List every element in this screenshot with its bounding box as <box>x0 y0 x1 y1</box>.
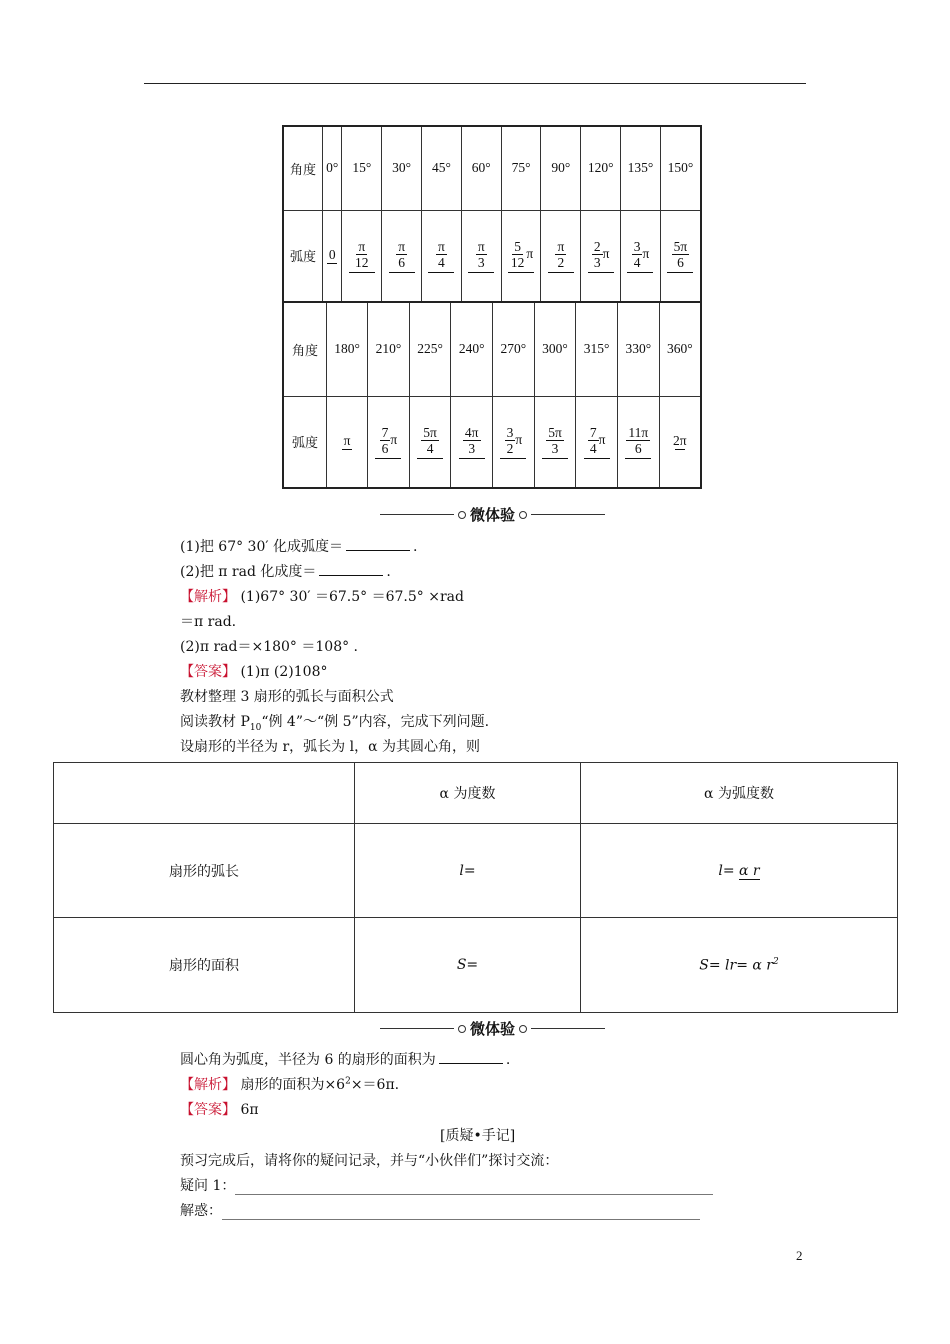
radian-text: 0 <box>328 247 336 263</box>
section-title: 微体验 <box>470 506 516 524</box>
underline-mark <box>375 458 401 459</box>
fraction <box>476 239 487 270</box>
radian-value <box>382 239 421 273</box>
circle-icon <box>458 511 466 519</box>
page-subscript: 10 <box>249 722 262 733</box>
question-text: (2)把 π rad 化成度＝ <box>180 564 317 580</box>
analysis-line-3: (2)π rad＝×180° ＝108° . <box>180 639 359 655</box>
radian-value <box>535 425 576 459</box>
question-note-label: 疑问 1： <box>180 1178 236 1194</box>
analysis-line-2: ＝π rad. <box>180 614 237 630</box>
angle-cell: 135° <box>621 126 661 210</box>
fraction-group <box>509 239 533 270</box>
angle-cell: 120° <box>581 126 621 210</box>
fraction-group <box>380 425 398 456</box>
radian-cell <box>493 396 535 488</box>
fraction-group <box>353 239 371 270</box>
question-2 <box>180 561 391 581</box>
radian-cell <box>409 396 451 488</box>
angle-cell: 240° <box>451 302 493 396</box>
pi-suffix: π <box>515 432 523 448</box>
notes-heading: [质疑•手记] <box>440 1128 516 1144</box>
read-text: 阅读教材 P <box>180 714 250 730</box>
fraction-denominator: 6 <box>381 440 389 456</box>
page-number: 2 <box>796 1248 803 1263</box>
fraction-numerator: 4π <box>464 424 479 440</box>
underline-mark <box>627 272 653 273</box>
radian-value <box>342 239 381 273</box>
fraction-denominator: 3 <box>593 254 601 270</box>
fraction-denominator: 3 <box>468 440 476 456</box>
fraction <box>509 239 527 270</box>
question-punct: . <box>413 539 418 555</box>
empty-header-cell <box>54 763 355 824</box>
radian-cell <box>534 396 576 488</box>
section-heading-micro-experience <box>380 1018 605 1039</box>
fraction-numerator: 11π <box>628 424 649 440</box>
radian-cell <box>501 210 541 302</box>
underline-mark <box>500 458 526 459</box>
underline-mark <box>428 272 454 273</box>
analysis-text-2: ×＝6π. <box>350 1077 400 1093</box>
question-punct: . <box>505 1052 511 1068</box>
answer-note-row <box>180 1200 700 1220</box>
row-label-arc-length: 扇形的弧长 <box>54 824 355 918</box>
underline-mark <box>468 272 494 273</box>
fraction-denominator: 2 <box>557 254 565 270</box>
pi-suffix: π <box>598 432 606 448</box>
fraction <box>672 239 690 270</box>
radian-cell <box>659 396 701 488</box>
radian-value <box>660 433 700 450</box>
underline-mark <box>548 272 574 273</box>
fraction-denominator: 3 <box>477 254 485 270</box>
question-punct: . <box>386 564 391 580</box>
fraction-group <box>436 239 447 270</box>
divider-line <box>531 1028 605 1029</box>
header-radian: α 为弧度数 <box>581 763 898 824</box>
fraction-numerator: π <box>358 238 366 254</box>
fraction-numerator: 7 <box>381 424 389 440</box>
answer-blank <box>439 1063 503 1064</box>
angle-row-label: 角度 <box>283 302 327 396</box>
question-note-input[interactable] <box>235 1180 713 1195</box>
fraction-numerator: π <box>438 238 445 254</box>
underline-mark <box>588 272 614 273</box>
formula-superscript: 2 <box>772 956 779 967</box>
formula-text: S= lr= α r <box>699 957 773 974</box>
circle-icon <box>519 511 527 519</box>
analysis-superscript: 2 <box>345 1076 351 1087</box>
radian-value <box>661 239 700 273</box>
fraction-group <box>672 239 690 270</box>
angle-cell: 0° <box>323 126 342 210</box>
radian-value <box>327 433 367 450</box>
fraction <box>396 239 407 270</box>
answer-text: (1)π (2)108° <box>236 664 328 680</box>
fraction-numerator: 3 <box>633 238 641 254</box>
fraction-numerator: 2 <box>593 238 601 254</box>
answer-blank <box>319 575 383 576</box>
radian-value <box>541 239 580 273</box>
fraction-group <box>396 239 407 270</box>
fraction-group <box>505 425 523 456</box>
radian-cell <box>621 210 661 302</box>
fraction <box>505 425 516 456</box>
answer-tag: 【答案】 <box>180 1102 236 1118</box>
radian-value <box>410 425 451 459</box>
fraction-numerator: 7 <box>589 424 597 440</box>
radian-row-label: 弧度 <box>283 396 327 488</box>
fraction-denominator: 6 <box>398 254 405 270</box>
question-text: 圆心角为弧度，半径为 6 的扇形的面积为 <box>180 1052 436 1068</box>
angle-cell: 360° <box>659 302 701 396</box>
fraction <box>421 425 439 456</box>
underline-mark <box>459 458 485 459</box>
table-row <box>54 918 898 1013</box>
fraction-numerator: 5π <box>548 424 562 440</box>
pi-suffix: π <box>642 246 650 262</box>
area-degree-formula: S= <box>355 918 581 1013</box>
question-1 <box>180 536 417 556</box>
fraction <box>555 239 566 270</box>
underline-mark <box>584 458 610 459</box>
angle-cell: 15° <box>342 126 382 210</box>
fraction-denominator: 4 <box>426 440 434 456</box>
fraction-numerator: π <box>398 238 406 254</box>
fraction-denominator: 4 <box>633 254 641 270</box>
question-sector-area <box>180 1049 510 1069</box>
fraction <box>546 425 564 456</box>
angle-cell: 270° <box>493 302 535 396</box>
radian-value <box>462 239 501 273</box>
fraction-denominator: 3 <box>551 440 559 456</box>
radian-row <box>283 396 701 488</box>
fraction-numerator: 5π <box>423 424 437 440</box>
fraction <box>626 425 650 456</box>
fraction-denominator: 6 <box>634 440 642 456</box>
radian-value <box>618 425 659 459</box>
question-text: (1)把 67° 30′ 化成弧度＝ <box>180 539 343 555</box>
formula-answer: α r <box>739 862 760 879</box>
radian-cell <box>541 210 581 302</box>
angle-cell: 30° <box>382 126 422 210</box>
angle-row <box>283 302 701 396</box>
arc-length-radian-formula <box>581 824 898 918</box>
radian-cell <box>327 396 368 488</box>
notes-prompt: 预习完成后，请将你的疑问记录，并与“小伙伴们”探讨交流： <box>180 1153 559 1169</box>
pi-suffix: π <box>390 432 398 448</box>
answer-text: 6π <box>236 1102 259 1118</box>
radian-text: π <box>343 433 351 449</box>
fraction-group <box>632 239 650 270</box>
divider-line <box>380 1028 454 1029</box>
question-note-row <box>180 1175 713 1195</box>
radian-row-label: 弧度 <box>283 210 323 302</box>
angle-row <box>283 126 701 210</box>
sector-formula-table <box>53 762 898 1013</box>
pi-suffix: π <box>526 246 534 262</box>
radian-value <box>368 425 409 459</box>
angle-cell: 225° <box>409 302 451 396</box>
fraction-denominator: 12 <box>510 254 525 270</box>
answer-line <box>180 661 328 681</box>
fraction-group <box>463 425 481 456</box>
fraction-numerator: 3 <box>506 424 514 440</box>
material-title: 教材整理 3 扇形的弧长与面积公式 <box>180 689 394 705</box>
fraction <box>436 239 447 270</box>
material-setup: 设扇形的半径为 r，弧长为 l，α 为其圆心角，则 <box>180 739 480 755</box>
circle-icon <box>458 1025 466 1033</box>
underline-mark <box>667 272 693 273</box>
radian-row <box>283 210 701 302</box>
underline-mark <box>349 272 375 273</box>
radian-value <box>323 247 341 264</box>
area-radian-formula <box>581 918 898 1013</box>
angle-cell: 75° <box>501 126 541 210</box>
radian-cell <box>382 210 422 302</box>
radian-cell <box>617 396 659 488</box>
radian-cell <box>323 210 342 302</box>
pi-suffix: π <box>602 246 610 262</box>
fraction-numerator: π <box>557 238 565 254</box>
fraction <box>592 239 603 270</box>
radian-value <box>502 239 541 273</box>
answer-tag: 【答案】 <box>180 664 236 680</box>
underline-mark <box>327 263 337 264</box>
radian-cell <box>422 210 462 302</box>
fraction-denominator: 12 <box>355 254 369 270</box>
angle-cell: 180° <box>327 302 368 396</box>
answer-note-input[interactable] <box>222 1205 700 1220</box>
header-rule <box>144 83 806 84</box>
radian-text: 2π <box>673 433 687 449</box>
underline-mark <box>508 272 534 273</box>
fraction <box>380 425 391 456</box>
fraction <box>353 239 371 270</box>
angle-row-label: 角度 <box>283 126 323 210</box>
material-read <box>180 711 489 733</box>
angle-cell: 150° <box>660 126 701 210</box>
degree-radian-table-top <box>282 125 702 303</box>
radian-cell <box>342 210 382 302</box>
circle-icon <box>519 1025 527 1033</box>
answer-blank <box>346 550 410 551</box>
fraction <box>463 425 481 456</box>
radian-value <box>422 239 461 273</box>
degree-radian-table-bottom <box>282 301 702 489</box>
fraction <box>588 425 599 456</box>
underline-mark <box>342 449 352 450</box>
arc-length-degree-formula: l= <box>355 824 581 918</box>
fraction-group <box>555 239 566 270</box>
table-row <box>54 824 898 918</box>
divider-line <box>380 514 454 515</box>
underline-mark <box>389 272 415 273</box>
analysis-tag: 【解析】 <box>180 1077 236 1093</box>
divider-line <box>531 514 605 515</box>
angle-cell: 90° <box>541 126 581 210</box>
radian-value <box>576 425 617 459</box>
header-degree: α 为度数 <box>355 763 581 824</box>
fraction-denominator: 4 <box>589 440 597 456</box>
radian-cell <box>576 396 618 488</box>
fraction-group <box>626 425 650 456</box>
angle-cell: 210° <box>368 302 410 396</box>
radian-cell <box>660 210 701 302</box>
fraction-group <box>546 425 564 456</box>
fraction-denominator: 2 <box>506 440 514 456</box>
radian-cell <box>451 396 493 488</box>
read-text-2: “例 4”～“例 5”内容，完成下列问题. <box>261 714 490 730</box>
angle-cell: 60° <box>461 126 501 210</box>
fraction <box>632 239 643 270</box>
fraction-group <box>588 425 606 456</box>
row-label-area: 扇形的面积 <box>54 918 355 1013</box>
formula-prefix: l= <box>718 862 740 879</box>
answer-line <box>180 1099 259 1119</box>
fraction-group <box>421 425 439 456</box>
underline-mark <box>625 458 651 459</box>
fraction-numerator: 5 <box>514 238 521 254</box>
radian-value <box>621 239 660 273</box>
analysis-text: 扇形的面积为×6 <box>236 1077 346 1093</box>
fraction-numerator: 5π <box>673 238 688 254</box>
fraction-numerator: π <box>477 238 485 254</box>
angle-cell: 45° <box>422 126 462 210</box>
underline-mark <box>417 458 443 459</box>
underline-mark <box>675 449 685 450</box>
analysis-line <box>180 1074 399 1094</box>
table-row <box>54 763 898 824</box>
fraction-denominator: 4 <box>438 254 445 270</box>
radian-cell <box>461 210 501 302</box>
analysis-line-1 <box>180 586 464 606</box>
angle-cell: 315° <box>576 302 618 396</box>
answer-note-label: 解惑： <box>180 1203 222 1219</box>
radian-value <box>493 425 534 459</box>
radian-cell <box>368 396 410 488</box>
section-title: 微体验 <box>470 1020 516 1038</box>
analysis-text: (1)67° 30′ ＝67.5° ＝67.5° ×rad <box>236 589 464 605</box>
radian-value <box>581 239 620 273</box>
fraction-group <box>592 239 610 270</box>
angle-cell: 300° <box>534 302 576 396</box>
fraction-denominator: 6 <box>677 254 684 270</box>
angle-cell: 330° <box>617 302 659 396</box>
radian-value <box>451 425 492 459</box>
underline-mark <box>542 458 568 459</box>
section-heading-micro-experience <box>380 504 605 525</box>
analysis-tag: 【解析】 <box>180 589 236 605</box>
radian-cell <box>581 210 621 302</box>
fraction-group <box>476 239 487 270</box>
